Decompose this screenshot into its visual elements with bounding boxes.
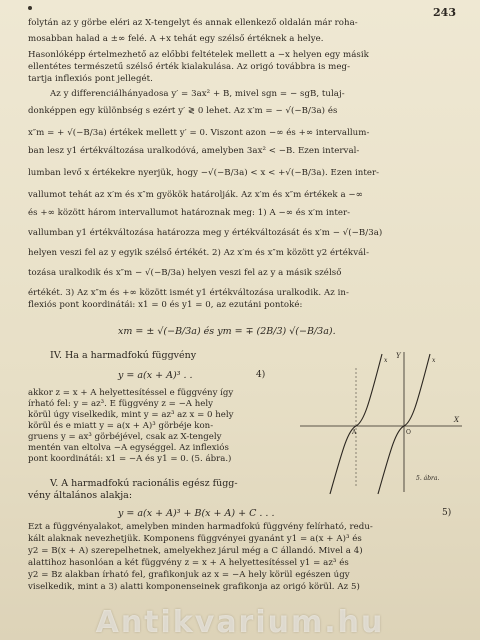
text-line: x″m = + √(−B/3a) értékek mellett y′ = 0. Viszont azon −∞ és +∞ intervallum- bbox=[28, 128, 370, 138]
text-line: értékét. 3) Az x″m és +∞ között ismét y1 értékváltozása uralkodik. Az in- bbox=[28, 288, 349, 298]
text-line: körül úgy viselkedik, mint y = az³ az x = 0 hely bbox=[28, 410, 234, 420]
text-line: akkor z = x + A helyettesítéssel e függvény így bbox=[28, 388, 234, 398]
text-line: kált alaknak nevezhetjük. Komponens függvényei gyanánt y1 = a(x + A)³ és bbox=[28, 534, 362, 544]
figure-5 bbox=[296, 348, 466, 496]
text-line: Hasonlóképp értelmezhető az előbbi feltételek mellett a −x helyen egy másik bbox=[28, 50, 369, 60]
text-line: flexiós pont koordinátái: x1 = 0 és y1 = 0, az ezutáni pontoké: bbox=[28, 300, 303, 310]
section-v-heading: V. A harmadfokú racionális egész függ- bbox=[50, 478, 238, 489]
text-line: mosabban halad a ±∞ felé. A +x tehát egy szélső értéknek a helye. bbox=[28, 34, 324, 44]
text-line: alattihoz hasonlóan a két függvény z = x + A helyettesítéssel y1 = az³ és bbox=[28, 558, 349, 568]
extrema-equation: xm = ± √(−B/3a) és ym = ∓ (2B/3) √(−B/3a). bbox=[118, 326, 336, 337]
text-line: pont koordinátái: x1 = −A és y1 = 0. (5. ábra.) bbox=[28, 454, 232, 464]
section-v-heading-cont: vény általános alakja: bbox=[28, 490, 133, 501]
text-line: vallumban y1 értékváltozása határozza meg y értékváltozását és x′m − √(−B/3a) bbox=[28, 228, 383, 238]
text-line: körül és e miatt y = a(x + A)³ görbéje kon- bbox=[28, 421, 214, 431]
figure-caption: 5. ábra. bbox=[416, 475, 440, 482]
text-line: helyen veszi fel az y egyik szélső értékét. 2) Az x′m és x″m között y2 értékvál- bbox=[28, 248, 370, 258]
text-line: Az y differenciálhányadosa y′ = 3ax² + B, mivel sgn = − sgB, tulaj- bbox=[50, 89, 345, 99]
watermark: Antikvarium.hu bbox=[95, 605, 385, 640]
text-line: és +∞ között három intervallumot határoznak meg: 1) A −∞ és x′m inter- bbox=[28, 208, 351, 218]
text-line: lumban levő x értékekre nyerjük, hogy −√(−B/3a) < x < +√(−B/3a). Ezen inter- bbox=[28, 168, 380, 178]
text-line: gruens y = ax³ görbéjével, csak az X-tengely bbox=[28, 432, 222, 442]
text-line: viselkedik, mint a 3) alatti komponenseinek grafikonja az origó körül. Az 5) bbox=[28, 582, 360, 592]
x-axis-label: X bbox=[454, 416, 459, 424]
text-line: tartja inflexiós pont jellegét. bbox=[28, 74, 153, 84]
text-line: ellentétes természetű szélső érték kialakulása. Az origó továbbra is meg- bbox=[28, 62, 351, 72]
section-iv-heading: IV. Ha a harmadfokú függvény bbox=[50, 350, 197, 361]
cubic-graph bbox=[296, 348, 466, 496]
curve-label: x bbox=[384, 357, 388, 364]
text-line: y2 = B(x + A) szerepelhetnek, amelyekhez járul még a C állandó. Mivel a 4) bbox=[28, 546, 363, 556]
text-line: vallumot tehát az x′m és x″m gyökök határolják. Az x′m és x″m értékek a −∞ bbox=[28, 190, 363, 200]
section-iv-equation: y = a(x + A)³ . . bbox=[118, 370, 193, 381]
text-line: y2 = Bz alakban írható fel, grafikonjuk az x = −A hely körül egészen úgy bbox=[28, 570, 350, 580]
page-mark bbox=[28, 6, 32, 10]
text-line: folytán az y görbe eléri az X-tengelyt és annak ellenkező oldalán már roha- bbox=[28, 18, 358, 28]
text-line: tozása uralkodik és x″m − √(−B/3a) helyen veszi fel az y a másik szélső bbox=[28, 268, 342, 278]
text-line: Ezt a függvényalakot, amelyben minden harmadfokú függvény felírható, redu- bbox=[28, 522, 373, 532]
page-number: 243 bbox=[433, 6, 456, 19]
curve-label: x bbox=[432, 357, 436, 364]
y-axis-label: Y bbox=[396, 352, 401, 360]
text-line: írható fel: y = az³. E függvény z = −A hely bbox=[28, 399, 213, 409]
text-line: ban lesz y1 értékváltozása uralkodóvá, amelyben 3ax² < −B. Ezen interval- bbox=[28, 146, 360, 156]
text-line: mentén van eltolva −A egységgel. Az inflexiós bbox=[28, 443, 229, 453]
equation-number: 4) bbox=[256, 370, 266, 380]
shift-label: A bbox=[352, 429, 357, 436]
equation-number: 5) bbox=[442, 508, 452, 518]
origin-label: O bbox=[406, 429, 411, 436]
text-line: donképpen egy különbség s ezért y′ ≷ 0 lehet. Az x′m = − √(−B/3a) és bbox=[28, 106, 338, 116]
section-iv-text bbox=[28, 388, 268, 465]
section-v-equation: y = a(x + A)³ + B(x + A) + C . . . bbox=[118, 508, 275, 519]
